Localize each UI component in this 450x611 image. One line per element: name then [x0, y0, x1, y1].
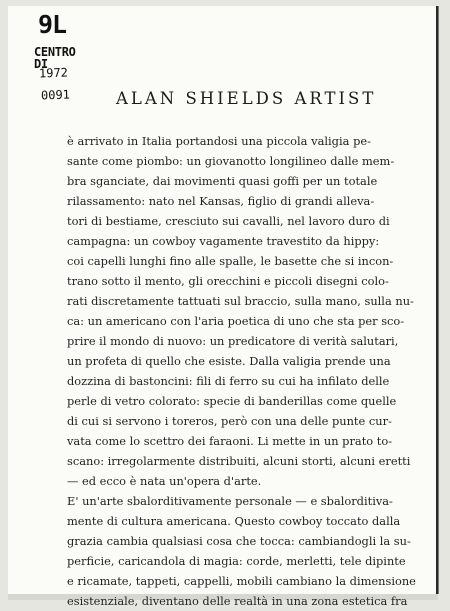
text-line: E' un'arte sbalorditivamente personale — e sbalorditiva- — [67, 494, 393, 508]
text-line: perle di vetro colorato: specie di banderillas come quelle — [67, 394, 397, 408]
text-line: tori di bestiame, cresciuto sui cavalli, nel lavoro duro di — [67, 214, 390, 228]
text-line: è arrivato in Italia portandosi una piccola valigia pe- — [67, 134, 371, 148]
text-line: prire il mondo di nuovo: un predicatore di verità salutari, — [67, 334, 399, 348]
text-line: dozzina di bastoncini: fili di ferro su cui ha infilato delle — [67, 374, 390, 388]
text-line: — ed ecco è nata un'opera d'arte. — [67, 474, 262, 488]
text-line: perficie, caricandola di magia: corde, merletti, tele dipinte — [67, 554, 406, 568]
text-line: di cui si servono i toreros, però con una delle punte cur- — [67, 414, 392, 428]
text-line: scano: irregolarmente distribuiti, alcuni storti, alcuni eretti — [67, 454, 411, 468]
archive-number: 0091 — [40, 87, 71, 103]
text-line: trano sotto il mento, gli orecchini e piccoli disegni colo- — [67, 274, 389, 288]
archive-publisher: CENTRO DI — [34, 45, 76, 71]
text-line: rati discretamente tattuati sul braccio, sulla mano, sulla nu- — [67, 294, 414, 308]
archive-code: 9L — [38, 10, 67, 39]
text-line: e ricamate, tappeti, cappelli, mobili cambiano la dimensione — [67, 574, 416, 588]
text-line: campagna: un cowboy vagamente travestito da hippy: — [67, 234, 380, 248]
archive-year: 1972 — [38, 65, 69, 81]
text-line: mente di cultura americana. Questo cowboy toccato dalla — [67, 514, 401, 528]
text-line: sante come piombo: un giovanotto longilineo dalle mem- — [67, 154, 395, 168]
text-line: rilassamento: nato nel Kansas, figlio di grandi alleva- — [67, 194, 375, 208]
text-line: vata come lo scettro dei faraoni. Li mette in un prato to- — [67, 434, 393, 448]
text-line: ca: un americano con l'aria poetica di uno che sta per sco- — [67, 314, 405, 328]
text-line: grazia cambia qualsiasi cosa che tocca: cambiandogli la su- — [67, 534, 411, 548]
text-line: coi capelli lunghi fino alle spalle, le basette che si incon- — [67, 254, 394, 268]
text-line: esistenziale, diventano delle realtà in una zona estetica fra — [67, 594, 408, 608]
text-line: bra sganciate, dai movimenti quasi goffi per un totale — [67, 174, 378, 188]
document-title: ALAN SHIELDS ARTIST — [116, 89, 377, 108]
body-text — [67, 131, 416, 611]
text-line: un profeta di quello che esiste. Dalla valigia prende una — [67, 354, 391, 368]
